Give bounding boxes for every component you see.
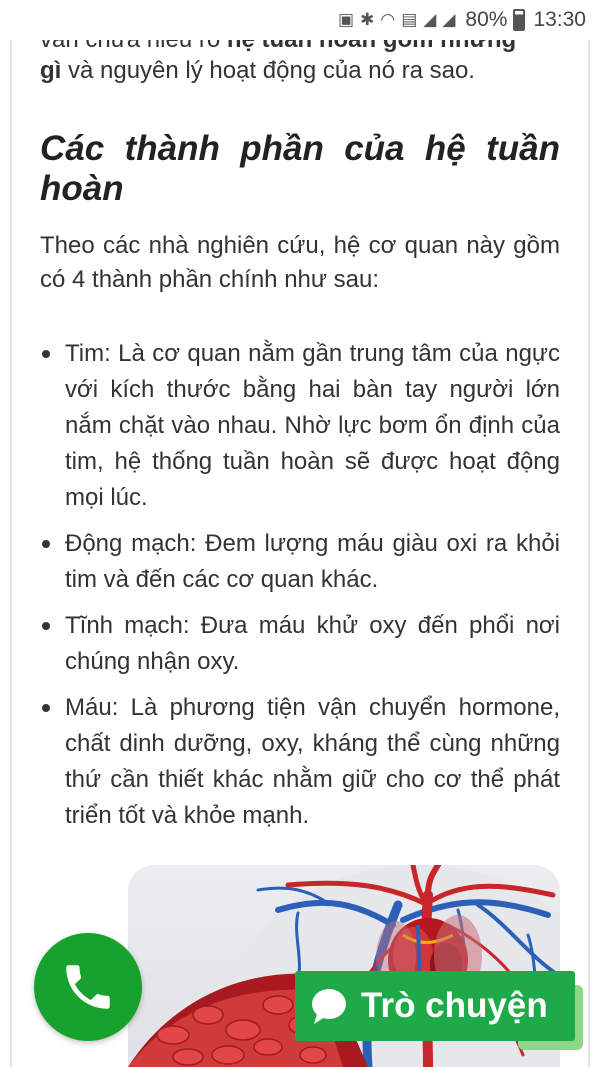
top-paragraph-bold: gì <box>40 57 62 84</box>
signal-icon: ◢ <box>442 10 456 29</box>
status-bar <box>0 0 600 40</box>
list-item-mau: Máu: Là phương tiện vận chuyển hormone, chất dinh dưỡng, oxy, kháng thể cùng những thứ cần thiết khác nhằm giữ cho cơ thể phát triển tốt và khỏe mạnh. <box>40 690 560 834</box>
chat-button-label: Trò chuyện <box>361 986 548 1025</box>
clock: 13:30 <box>533 8 586 31</box>
sim-icon: ▤ <box>401 10 418 29</box>
phone-icon <box>59 958 117 1016</box>
top-paragraph <box>40 55 560 87</box>
component-list <box>40 336 560 844</box>
chat-button[interactable] <box>295 971 575 1041</box>
wifi-icon: ◠ <box>380 10 396 29</box>
section-heading: Các thành phần của hệ tuần hoàn <box>40 129 560 208</box>
top-paragraph-text: và nguyên lý hoạt động của nó ra sao. <box>61 57 475 84</box>
list-item-tim: Tim: Là cơ quan nằm gần trung tâm của ngực với kích thước bằng hai bàn tay người lớn nắm chặt vào nhau. Nhờ lực bơm ổn định của tim, hệ thống tuần hoàn sẽ được hoạt động mọi lúc. <box>40 336 560 516</box>
intro-paragraph: Theo các nhà nghiên cứu, hệ cơ quan này gồm có 4 thành phần chính như sau: <box>40 232 560 293</box>
chat-bubble-icon <box>309 986 349 1026</box>
battery-percent: 80% <box>465 8 508 31</box>
list-item-tinh-mach: Tĩnh mạch: Đưa máu khử oxy đến phổi nơi chúng nhận oxy. <box>40 608 560 680</box>
battery-saver-icon: ▣ <box>338 10 355 29</box>
signal-icon: ◢ <box>423 10 437 29</box>
call-button[interactable] <box>34 933 142 1041</box>
battery-icon <box>513 9 525 31</box>
list-item-dong-mach: Động mạch: Đem lượng máu giàu oxi ra khỏi tim và đến các cơ quan khác. <box>40 526 560 598</box>
bluetooth-icon: ✱ <box>360 10 375 29</box>
page-right-border <box>588 0 590 1067</box>
page-left-border <box>10 0 12 1067</box>
